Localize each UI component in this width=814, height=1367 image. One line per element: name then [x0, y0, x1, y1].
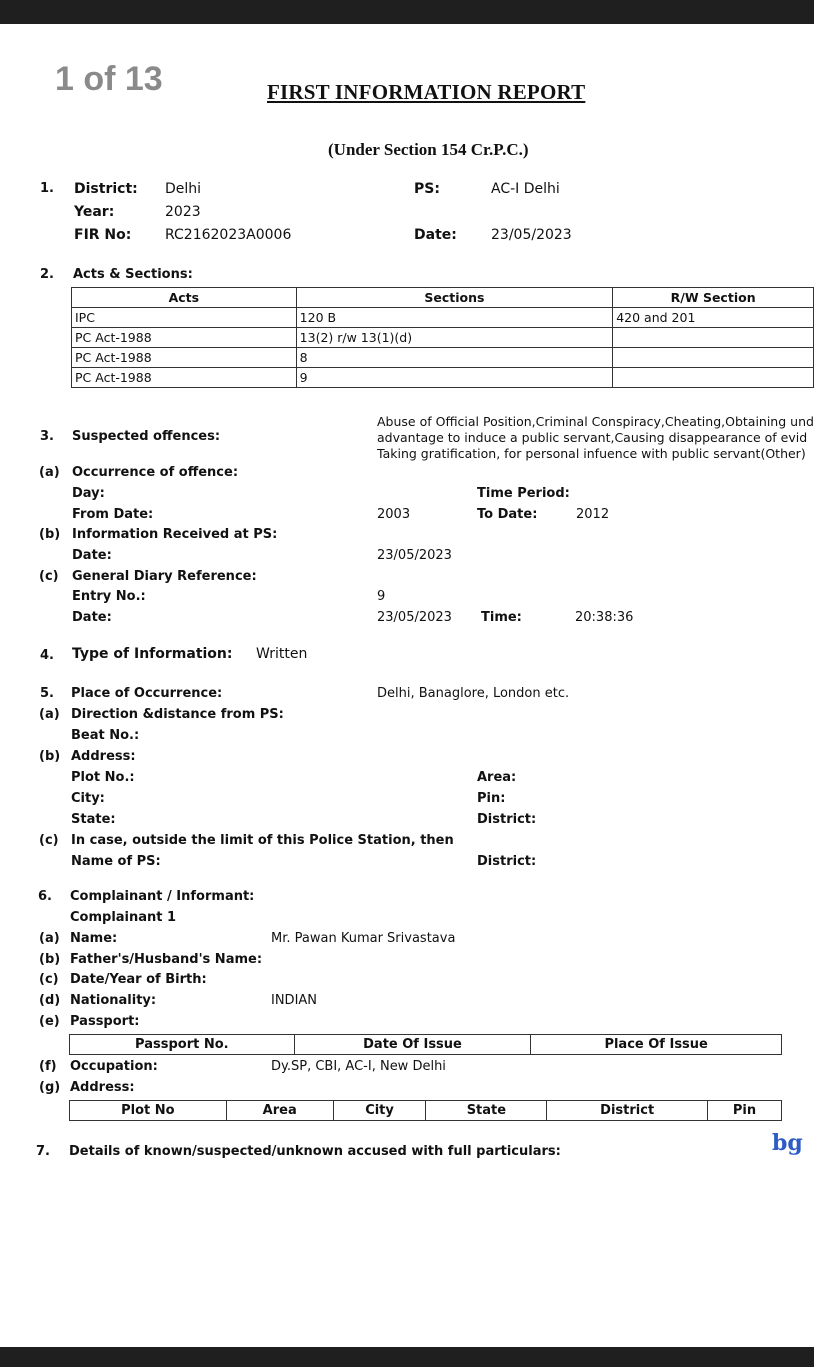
ps-value: AC-I Delhi [491, 181, 560, 197]
table-cell: 9 [296, 368, 613, 388]
info-date-value: 23/05/2023 [377, 548, 452, 563]
type-of-information-label: Type of Information: [72, 646, 233, 662]
state-label: State: [71, 812, 116, 827]
district-value: Delhi [165, 181, 202, 197]
direction-label: Direction &distance from PS: [71, 707, 284, 722]
gd-date-value: 23/05/2023 [377, 610, 452, 625]
occupation-value: Dy.SP, CBI, AC-I, New Delhi [271, 1059, 446, 1074]
table-row [72, 368, 814, 388]
column-header: Passport No. [70, 1035, 295, 1055]
column-header: City [333, 1101, 426, 1121]
district-label-5c: District: [477, 854, 537, 869]
passport-label: Passport: [70, 1014, 140, 1029]
table-cell: PC Act-1988 [72, 328, 297, 348]
address-table [69, 1100, 782, 1121]
info-received-label: Information Received at PS: [72, 527, 278, 542]
dob-label: Date/Year of Birth: [70, 972, 207, 987]
table-cell: PC Act-1988 [72, 348, 297, 368]
table-cell: 120 B [296, 308, 613, 328]
section-2-number: 2. [40, 267, 54, 282]
ps-label: PS: [414, 181, 440, 197]
item-marker: (d) [39, 993, 61, 1008]
place-of-occurrence-value: Delhi, Banaglore, London etc. [377, 686, 570, 701]
table-cell: PC Act-1988 [72, 368, 297, 388]
beat-no-label: Beat No.: [71, 728, 140, 743]
item-marker: (f) [39, 1059, 57, 1074]
year-label: Year: [74, 204, 115, 220]
table-row [72, 328, 814, 348]
page-indicator: 1 of 13 [55, 60, 163, 98]
column-header: Pin [708, 1101, 782, 1121]
table-row [72, 308, 814, 328]
address-label-6: Address: [70, 1080, 135, 1095]
from-date-value: 2003 [377, 507, 411, 522]
table-header-row [72, 288, 814, 308]
acts-sections-label: Acts & Sections: [73, 267, 193, 282]
to-date-label: To Date: [477, 507, 538, 522]
to-date-value: 2012 [576, 507, 610, 522]
nationality-label: Nationality: [70, 993, 157, 1008]
table-cell: IPC [72, 308, 297, 328]
district-label: District: [74, 181, 138, 197]
section-5-number: 5. [40, 686, 54, 701]
time-period-label: Time Period: [477, 486, 570, 501]
gd-reference-label: General Diary Reference: [72, 569, 257, 584]
page-subtitle: (Under Section 154 Cr.P.C.) [328, 140, 529, 159]
name-label: Name: [70, 931, 118, 946]
father-name-label: Father's/Husband's Name: [70, 952, 263, 967]
outside-limit-label: In case, outside the limit of this Police Station, then [71, 833, 454, 848]
day-label: Day: [72, 486, 105, 501]
item-marker: (e) [39, 1014, 60, 1029]
column-header: Area [226, 1101, 333, 1121]
item-marker: (g) [39, 1080, 61, 1095]
gd-time-value: 20:38:36 [575, 610, 634, 625]
suspected-offences-label: Suspected offences: [72, 429, 221, 444]
gd-time-label: Time: [481, 610, 522, 625]
accused-details-label: Details of known/suspected/unknown accused with full particulars: [69, 1144, 561, 1159]
date-value: 23/05/2023 [491, 227, 572, 243]
item-marker: (b) [39, 749, 61, 764]
table-cell: 420 and 201 [613, 308, 814, 328]
district-label-5: District: [477, 812, 537, 827]
fir-label: FIR No: [74, 227, 132, 243]
entry-no-value: 9 [377, 589, 386, 604]
item-marker: (b) [39, 952, 61, 967]
item-marker: (b) [39, 527, 61, 542]
occupation-label: Occupation: [70, 1059, 158, 1074]
table-cell: 8 [296, 348, 613, 368]
name-value: Mr. Pawan Kumar Srivastava [271, 931, 456, 946]
complainant-sub-label: Complainant 1 [70, 910, 177, 925]
column-header: Sections [296, 288, 613, 308]
item-marker: (c) [39, 569, 59, 584]
top-bar [0, 0, 814, 24]
column-header: District [547, 1101, 708, 1121]
complainant-label: Complainant / Informant: [70, 889, 255, 904]
pin-label: Pin: [477, 791, 506, 806]
table-cell: 13(2) r/w 13(1)(d) [296, 328, 613, 348]
area-label: Area: [477, 770, 517, 785]
date-label: Date: [414, 227, 457, 243]
passport-table [69, 1034, 782, 1055]
item-marker: (a) [39, 465, 60, 480]
year-value: 2023 [165, 204, 201, 220]
type-of-information-value: Written [256, 646, 308, 662]
from-date-label: From Date: [72, 507, 154, 522]
table-header-row [70, 1035, 782, 1055]
entry-no-label: Entry No.: [72, 589, 146, 604]
column-header: Acts [72, 288, 297, 308]
plot-no-label: Plot No.: [71, 770, 135, 785]
handwritten-initials: bg [772, 1130, 803, 1156]
section-1-number: 1. [40, 181, 54, 196]
name-of-ps-label: Name of PS: [71, 854, 161, 869]
table-cell [613, 328, 814, 348]
city-label: City: [71, 791, 105, 806]
table-row [72, 348, 814, 368]
item-marker: (c) [39, 833, 59, 848]
acts-sections-table [71, 287, 814, 388]
info-date-label: Date: [72, 548, 112, 563]
table-cell [613, 368, 814, 388]
section-4-number: 4. [40, 648, 54, 663]
table-header-row [70, 1101, 782, 1121]
address-label: Address: [71, 749, 136, 764]
column-header: Plot No [70, 1101, 227, 1121]
item-marker: (a) [39, 931, 60, 946]
page-title: FIRST INFORMATION REPORT [267, 80, 586, 104]
offence-line-3: Taking gratification, for personal infuence with public servant(Other) [377, 446, 806, 461]
nationality-value: INDIAN [271, 993, 318, 1008]
gd-date-label: Date: [72, 610, 112, 625]
bottom-bar [0, 1347, 814, 1367]
column-header: Place Of Issue [531, 1035, 782, 1055]
offence-line-2: advantage to induce a public servant,Causing disappearance of evid [377, 430, 808, 445]
section-7-number: 7. [36, 1144, 50, 1159]
column-header: R/W Section [613, 288, 814, 308]
place-of-occurrence-label: Place of Occurrence: [71, 686, 223, 701]
section-6-number: 6. [38, 889, 52, 904]
fir-value: RC2162023A0006 [165, 227, 292, 243]
occurrence-label: Occurrence of offence: [72, 465, 239, 480]
column-header: State [426, 1101, 547, 1121]
item-marker: (a) [39, 707, 60, 722]
table-cell [613, 348, 814, 368]
item-marker: (c) [39, 972, 59, 987]
section-3-number: 3. [40, 429, 54, 444]
offence-line-1: Abuse of Official Position,Criminal Conspiracy,Cheating,Obtaining und [377, 414, 814, 429]
column-header: Date Of Issue [294, 1035, 531, 1055]
